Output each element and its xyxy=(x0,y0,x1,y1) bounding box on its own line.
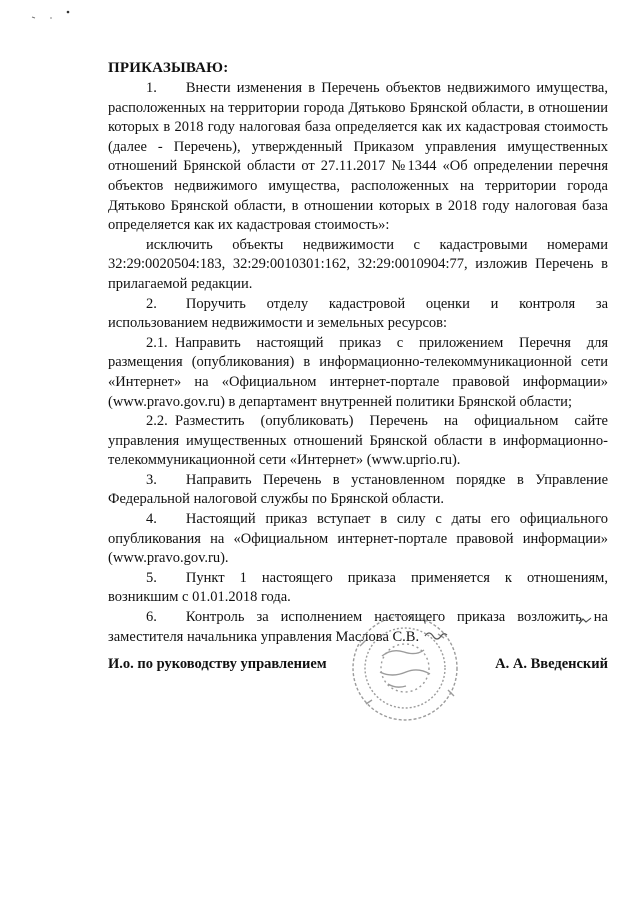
signature-tick xyxy=(578,616,592,626)
order-heading: ПРИКАЗЫВАЮ: xyxy=(108,60,229,76)
paragraph-1-exclusion xyxy=(108,236,608,295)
paragraph-4 xyxy=(108,510,608,569)
signer-title: И.о. по руководству управлением xyxy=(108,656,327,672)
paragraph-number: 4. xyxy=(146,511,157,528)
paragraph-1 xyxy=(108,79,608,236)
paragraph-text: исключить объекты недвижимости с кадастровыми номерами 32:29:0020504:183, 32:29:0010301:162, 32:29:0010904:77, изложив Перечень в прилагаемой редакции. xyxy=(108,236,608,292)
paragraph-number: 6. xyxy=(146,609,157,626)
paragraph-text: Внести изменения в Перечень объектов недвижимого имущества, расположенных на территории города Дятьково Брянской области, в отношении которых в 2018 году налоговая база определяется как их кадастровая стоимость (далее - Перечень), утвержденный Приказом управления имущественных отношений Брянской области от 27.11.2017 №1344 «Об определении перечня объектов недвижимого имущества, расположенных на территории города Дятьково Брянской области, в отношении которых в 2018 году налоговая база определяется как их кадастровая стоимость»: xyxy=(108,80,608,234)
order-body xyxy=(108,79,608,647)
paragraph-text: Контроль за исполнением настоящего приказа возложить на заместителя начальника управления Маслова С.В. xyxy=(108,609,608,645)
paragraph-5 xyxy=(108,569,608,608)
signer-name: А. А. Введенский xyxy=(495,656,608,672)
paragraph-text: Поручить отделу кадастровой оценки и контроля за использованием недвижимости и земельных ресурсов: xyxy=(108,295,608,332)
paragraph-2-2 xyxy=(108,412,608,471)
paragraph-number: 3. xyxy=(146,471,157,488)
paragraph-text: Направить настоящий приказ с приложением Перечня для размещения (опубликования) в информационно-телекоммуникационной сети «Интернет» на «Официальном интернет-портале правовой информации» (www.pravo.gov.ru) в департамент внутренней политики Брянской области; xyxy=(108,334,608,410)
paragraph-2-1 xyxy=(108,334,608,412)
paragraph-number: 5. xyxy=(146,569,157,586)
paragraph-3 xyxy=(108,471,608,510)
signature-block xyxy=(108,656,608,680)
paragraph-number: 2. xyxy=(146,295,157,312)
paragraph-number: 1. xyxy=(146,80,157,96)
paragraph-text: Разместить (опубликовать) Перечень на официальном сайте управления имущественных отношений Брянской области в информационно-телекоммуникационной сети «Интернет» (www.uprio.ru). xyxy=(108,413,608,469)
paragraph-text: Направить Перечень в установленном порядке в Управление Федеральной налоговой службы по Брянской области. xyxy=(108,471,608,508)
paragraph-text: Настоящий приказ вступает в силу с даты его официального опубликования на «Официальном интернет-портале правовой информации» (www.pravo.gov.ru). xyxy=(108,511,608,567)
paragraph-number: 2.1. xyxy=(146,334,168,351)
scan-marks xyxy=(30,8,90,22)
paragraph-number: 2.2. xyxy=(146,413,168,430)
paragraph-2 xyxy=(108,295,608,334)
paragraph-text: Пункт 1 настоящего приказа применяется к отношениям, возникшим с 01.01.2018 года. xyxy=(108,569,608,606)
